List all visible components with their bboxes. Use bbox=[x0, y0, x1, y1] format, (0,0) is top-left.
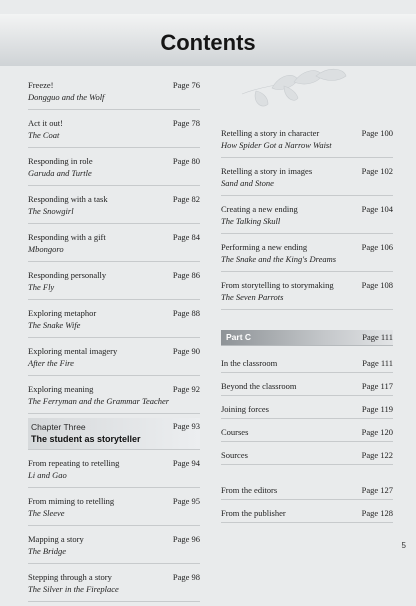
chapter-label: Chapter Three bbox=[31, 422, 86, 432]
toc-entry[interactable]: Responding with a gift Mbongoro Page 84 bbox=[28, 228, 200, 262]
section-gap bbox=[221, 469, 393, 481]
toc-entry[interactable]: Responding personally The Fly Page 86 bbox=[28, 266, 200, 300]
toc-entry[interactable]: Exploring mental imagery After the Fire Page 90 bbox=[28, 342, 200, 376]
toc-entry[interactable]: Retelling a story in images Sand and Stone Page 102 bbox=[221, 162, 393, 196]
toc-entry[interactable]: Beyond the classroom Page 117 bbox=[221, 377, 393, 396]
toc-entry[interactable]: From the editors Page 127 bbox=[221, 481, 393, 500]
contents-right-column bbox=[221, 124, 393, 527]
toc-entry[interactable]: Mapping a story The Bridge Page 96 bbox=[28, 530, 200, 564]
part-c-page: Page 111 bbox=[362, 332, 393, 342]
toc-entry[interactable]: Exploring meaning The Ferryman and the Grammar Teacher Page 92 bbox=[28, 380, 200, 414]
toc-entry[interactable]: Retelling a story in character How Spider Got a Narrow Waist Page 100 bbox=[221, 124, 393, 158]
toc-entry[interactable]: Stepping through a story The Silver in the Fireplace Page 98 bbox=[28, 568, 200, 602]
chapter-page: Page 93 bbox=[172, 421, 200, 431]
toc-entry[interactable]: Exploring metaphor The Snake Wife Page 88 bbox=[28, 304, 200, 338]
leaf-branch-icon bbox=[232, 64, 352, 114]
toc-entry[interactable]: From storytelling to storymaking The Seven Parrots Page 108 bbox=[221, 276, 393, 310]
part-c-label: Part C bbox=[226, 332, 252, 342]
toc-entry[interactable]: Performing a new ending The Snake and the King's Dreams Page 106 bbox=[221, 238, 393, 272]
toc-entry[interactable]: Responding in role Garuda and Turtle Page 80 bbox=[28, 152, 200, 186]
toc-entry[interactable]: In the classroom Page 111 bbox=[221, 354, 393, 373]
toc-entry[interactable]: Act it out! The Coat Page 78 bbox=[28, 114, 200, 148]
toc-entry[interactable]: Sources Page 122 bbox=[221, 446, 393, 465]
contents-left-column bbox=[28, 76, 200, 606]
toc-entry[interactable]: Joining forces Page 119 bbox=[221, 400, 393, 419]
toc-entry[interactable]: Responding with a task The Snowgirl Page 82 bbox=[28, 190, 200, 224]
toc-entry[interactable]: From the publisher Page 128 bbox=[221, 504, 393, 523]
chapter-three-header[interactable] bbox=[28, 418, 200, 450]
page-number: 5 bbox=[401, 541, 406, 550]
toc-entry[interactable]: Creating a new ending The Talking Skull Page 104 bbox=[221, 200, 393, 234]
page-title: Contents bbox=[160, 30, 256, 55]
toc-entry[interactable]: From miming to retelling The Sleeve Page 95 bbox=[28, 492, 200, 526]
toc-entry[interactable]: From repeating to retelling Li and Gao Page 94 bbox=[28, 454, 200, 488]
toc-entry[interactable]: Courses Page 120 bbox=[221, 423, 393, 442]
part-c-header[interactable] bbox=[221, 330, 393, 346]
toc-entry[interactable]: Freeze! Dongguo and the Wolf Page 76 bbox=[28, 76, 200, 110]
chapter-title: The student as storyteller bbox=[31, 434, 141, 444]
